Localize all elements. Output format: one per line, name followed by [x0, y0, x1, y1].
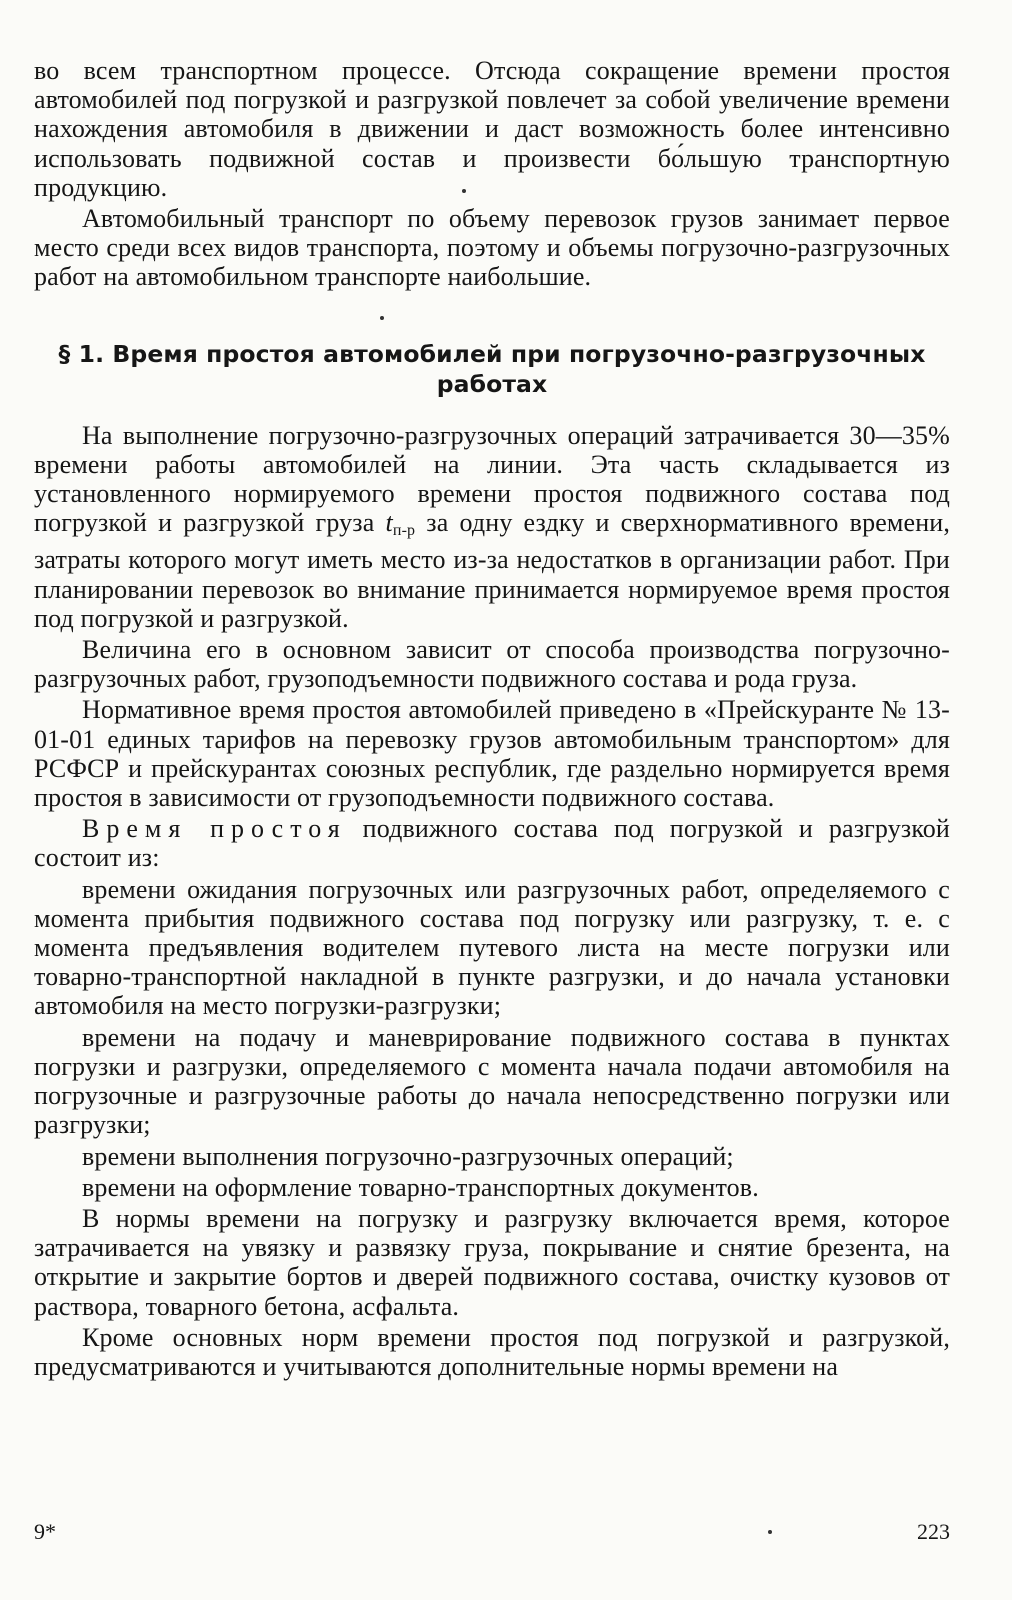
paragraph — [34, 814, 950, 872]
scan-speck — [380, 316, 384, 320]
paragraph: Кроме основных норм времени простоя под погрузкой и разгрузкой, предусматриваются и учитываются дополнительные нормы времени на — [34, 1322, 950, 1381]
paragraph: Величина его в основном зависит от способа производства погрузочно-разгрузочных работ, грузоподъемности подвижного состава и рода груза. — [34, 635, 950, 694]
paragraph — [34, 421, 950, 633]
paragraph: Автомобильный транспорт по объему перевозок грузов занимает первое место среди всех видов транспорта, поэтому и объемы погрузочно-разгрузочных работ на автомобильном транспорте наибольшие. — [34, 204, 950, 292]
scan-speck — [768, 1530, 772, 1534]
page-footer — [34, 1519, 950, 1545]
section-heading — [34, 339, 950, 399]
scan-speck — [462, 189, 466, 193]
list-item: времени ожидания погрузочных или разгрузочных работ, определяемого с момента прибытия подвижного состава под погрузку или разгрузку, т. е. с момента предъявления водителем путевого листа на месте погрузки или товарно-транспортной накладной в пункте разгрузки, и до начала установки автомобиля на место погрузки-разгрузки; — [34, 874, 950, 1021]
paragraph-text: На выполнение погрузочно-разгрузочных операций затрачивается 30—35% времени работы автомобилей на линии. Эта часть складывается из установленного нормируемого времени простоя подвижного состава под погрузкой и разгрузкой груза — [34, 420, 950, 538]
page-number: 223 — [917, 1519, 950, 1544]
list-item: времени выполнения погрузочно-разгрузочных операций; — [82, 1141, 734, 1171]
signature-mark: 9* — [34, 1519, 56, 1544]
paragraph: во всем транспортном процессе. Отсюда сокращение времени простоя автомобилей под погрузкой и разгрузкой повлечет за собой увеличение времени нахождения автомобиля в движении и даст возможность более интенсивно использовать подвижной состав и произвести бо́льшую транспортную продукцию. — [34, 56, 950, 202]
section-heading-line2: работах — [436, 369, 548, 398]
paragraph-text: подвижного состава под погрузкой и разгрузкой состоит из: — [34, 814, 950, 873]
list-item: времени на оформление товарно-транспортных документов. — [82, 1172, 759, 1202]
paragraph: Нормативное время простоя автомобилей приведено в «Прейскуранте № 13-01-01 единых тарифов на перевозку грузов автомобильным транспортом» для РСФСР и прейскурантах союзных республик, где раздельно нормируется время простоя в зависимости от грузоподъемности подвижного состава. — [34, 695, 950, 813]
spaced-term: Время простоя — [82, 814, 347, 844]
paragraph: В нормы времени на погрузку и разгрузку включается время, которое затрачивается на увязку и развязку груза, покрывание и снятие брезента, на открытие и закрытие бортов и дверей подвижного состава, очистку кузовов от раствора, товарного бетона, асфальта. — [34, 1203, 950, 1321]
formula-symbol: t — [385, 508, 393, 538]
formula-subscript: п-р — [392, 522, 416, 540]
section-heading-line1: § 1. Время простоя автомобилей при погрузочно-разгрузочных — [58, 339, 926, 368]
list-item: времени на подачу и маневрирование подвижного состава в пунктах погрузки и разгрузки, определяемого с момента начала подачи автомобиля на погрузочные и разгрузочные работы до начала непосредственно погрузки или разгрузки; — [34, 1022, 950, 1140]
paragraph-text: за одну ездку и сверхнормативного времени, затраты которого могут иметь место из-за недостатков в организации работ. При планировании перевозок во внимание принимается нормируемое время простоя под погрузкой и разгрузкой. — [34, 508, 950, 633]
